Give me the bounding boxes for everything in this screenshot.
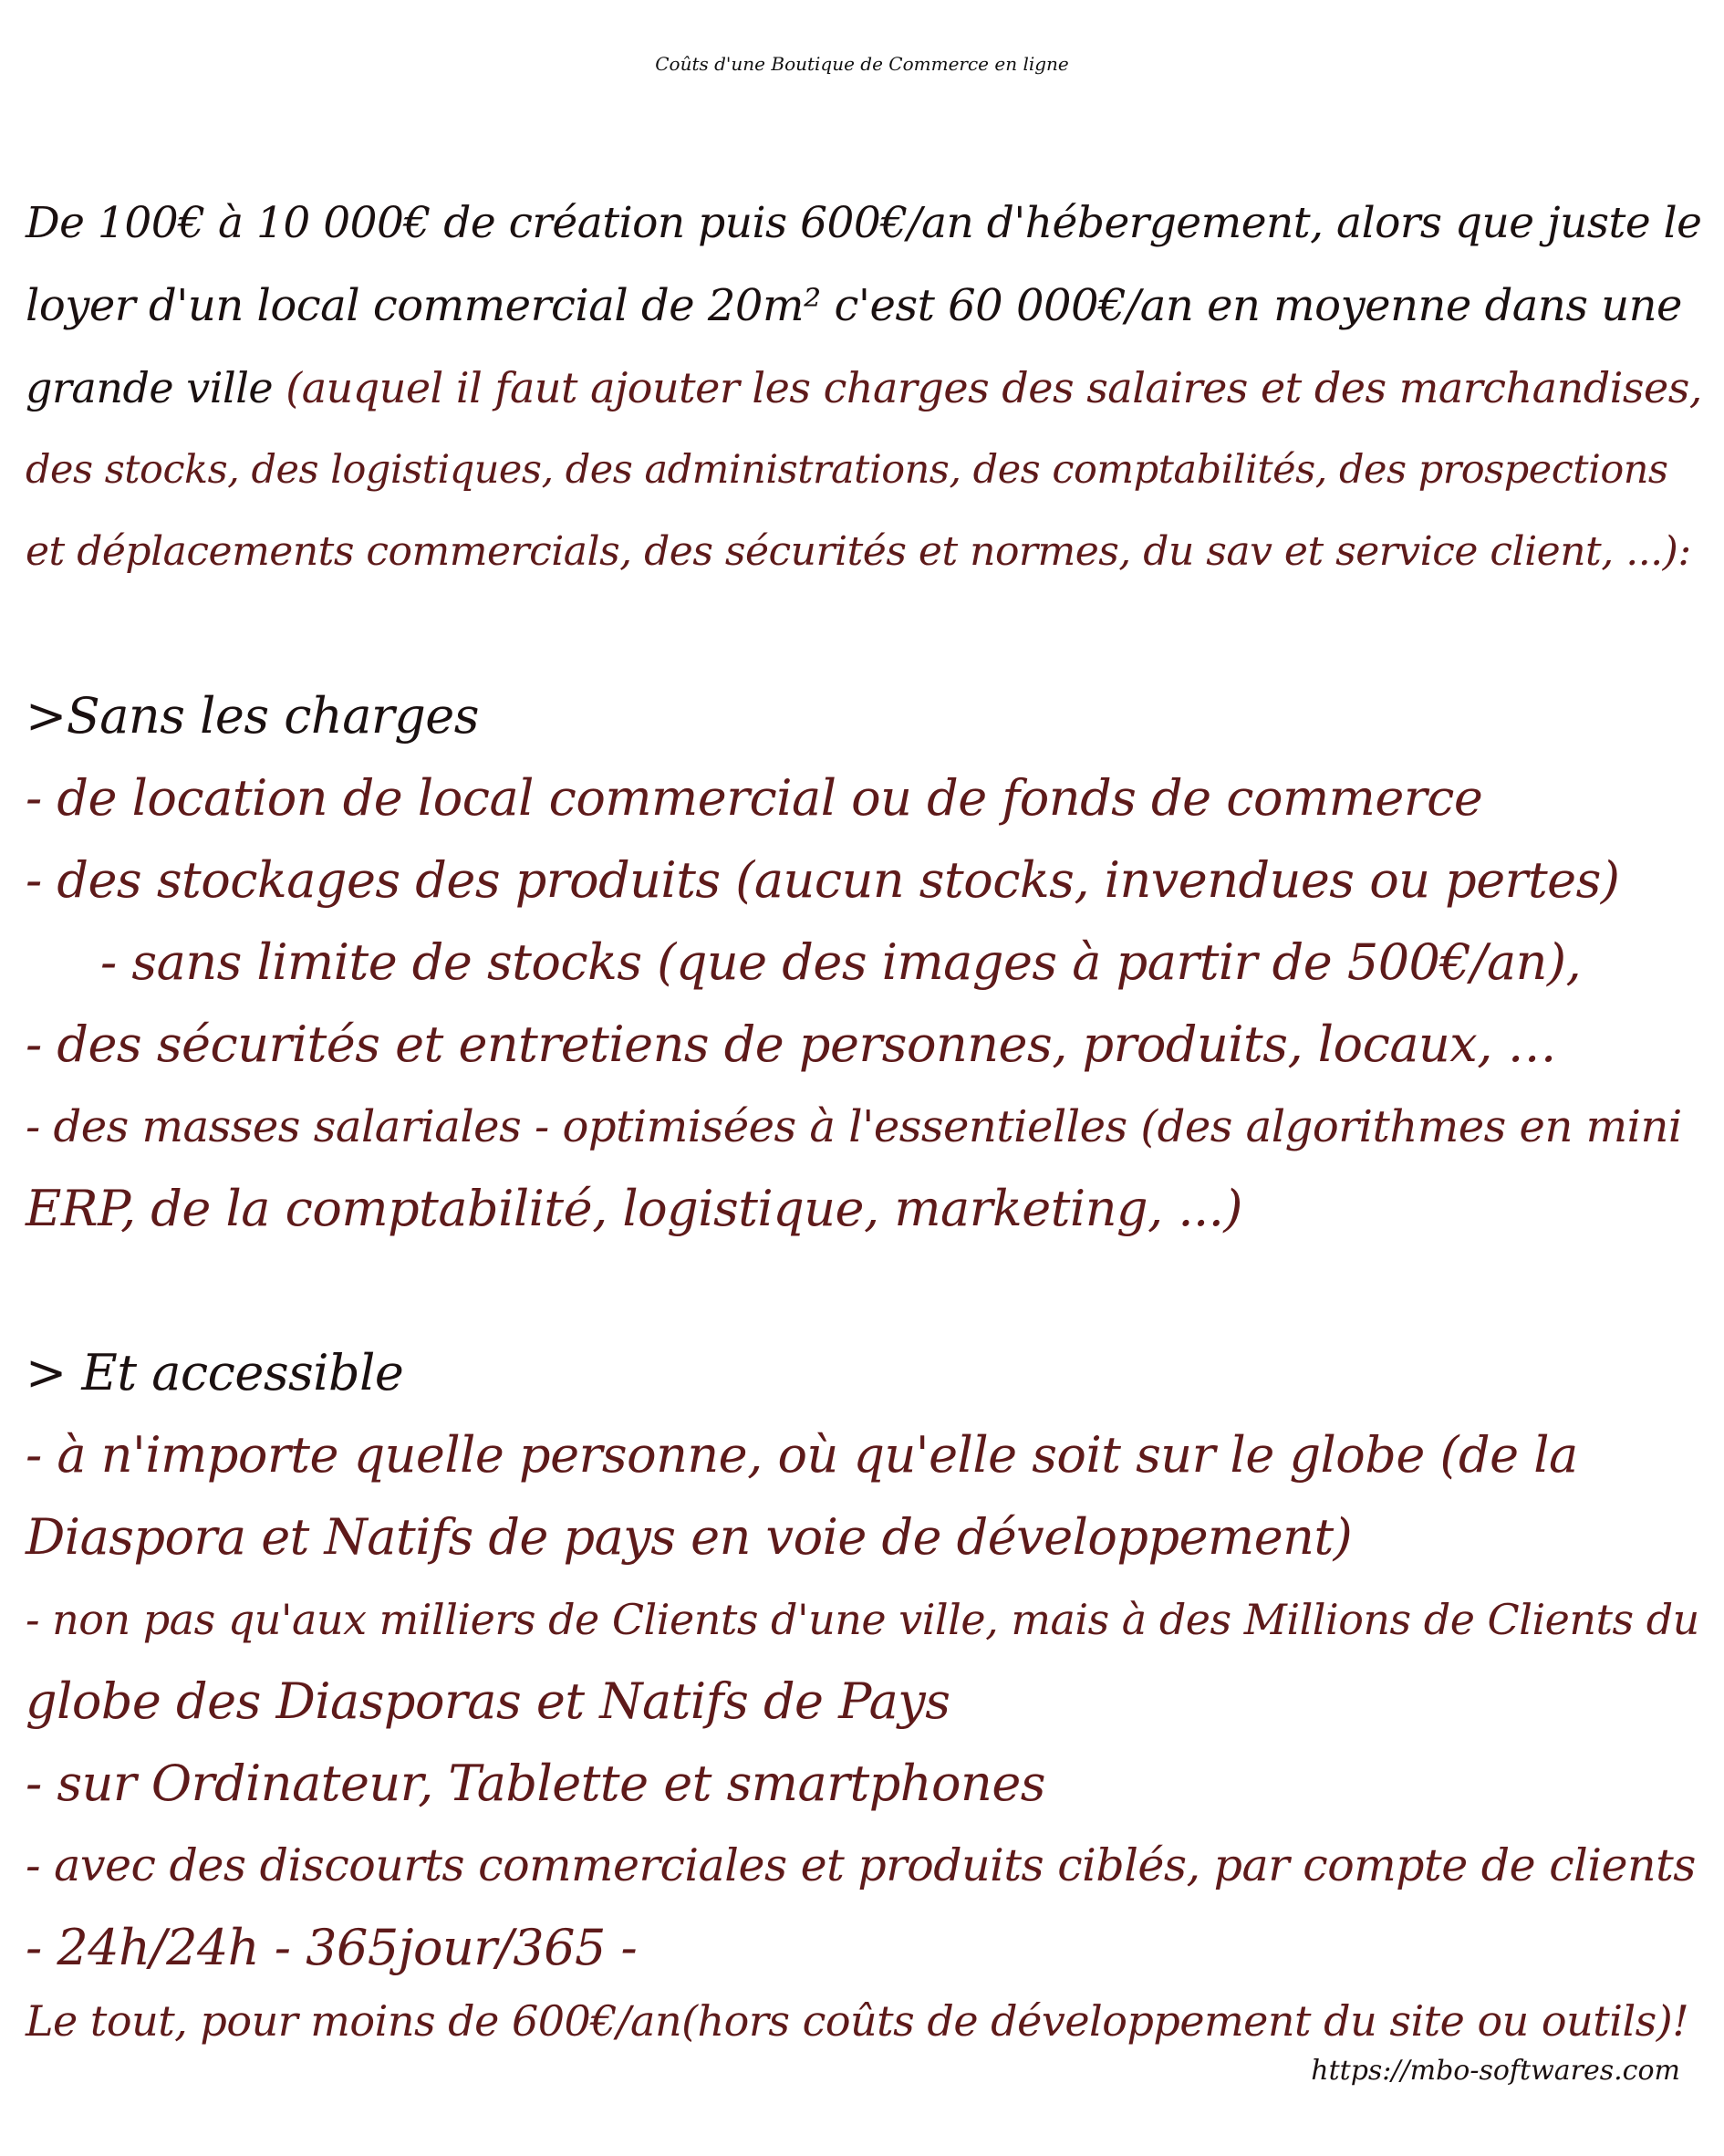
conclusion-line: Le tout, pour moins de 600€/an(hors coûts de développement du site ou outils)! (26, 1996, 1689, 2046)
list-item: - avec des discourts commerciales et produits ciblés, par compte de clients (26, 1839, 1696, 1891)
footer-url: https://mbo-softwares.com (1311, 2055, 1680, 2087)
section-heading-sans-les-charges: >Sans les charges (26, 687, 479, 745)
intro-line-3 (26, 356, 1702, 420)
intro-line-3-red: (auquel il faut ajouter les charges des salaires et des marchandises, (286, 363, 1702, 412)
list-item: - 24h/24h - 365jour/365 - (26, 1919, 638, 1976)
list-item: - des masses salariales - optimisées à l'essentielles (des algorithmes en mini (26, 1101, 1682, 1152)
page-title: Coûts d'une Boutique de Commerce en ligne (655, 53, 1069, 75)
list-subitem: - sans limite de stocks (que des images à partir de 500€/an), (100, 933, 1582, 991)
list-item: - sur Ordinateur, Tablette et smartphones (26, 1755, 1046, 1812)
list-item-continuation: Diaspora et Natifs de pays en voie de développement) (26, 1508, 1353, 1566)
list-item: - des stockages des produits (aucun stocks, invendues ou pertes) (26, 851, 1620, 909)
list-item: - à n'importe quelle personne, où qu'elle soit sur le globe (de la (26, 1426, 1578, 1484)
section-heading-et-accessible: > Et accessible (26, 1344, 404, 1401)
intro-line-2: loyer d'un local commercial de 20m² c'est 60 000€/an en moyenne dans une (26, 280, 1682, 331)
intro-line-3-dark: grande ville (26, 363, 286, 412)
intro-line-1: De 100€ à 10 000€ de création puis 600€/an d'hébergement, alors que juste le (26, 198, 1702, 248)
list-item-continuation: ERP, de la comptabilité, logistique, marketing, ...) (26, 1180, 1242, 1237)
list-item: - non pas qu'aux milliers de Clients d'une ville, mais à des Millions de Clients du (26, 1595, 1699, 1644)
list-item-continuation: globe des Diasporas et Natifs de Pays (26, 1672, 950, 1730)
intro-line-4: des stocks, des logistiques, des administrations, des comptabilités, des prospections (26, 447, 1668, 493)
intro-line-5: et déplacements commercials, des sécurités et normes, du sav et service client, ...): (26, 528, 1691, 575)
list-item: - de location de local commercial ou de fonds de commerce (26, 769, 1483, 827)
list-item: - des sécurités et entretiens de personnes, produits, locaux, … (26, 1016, 1557, 1073)
